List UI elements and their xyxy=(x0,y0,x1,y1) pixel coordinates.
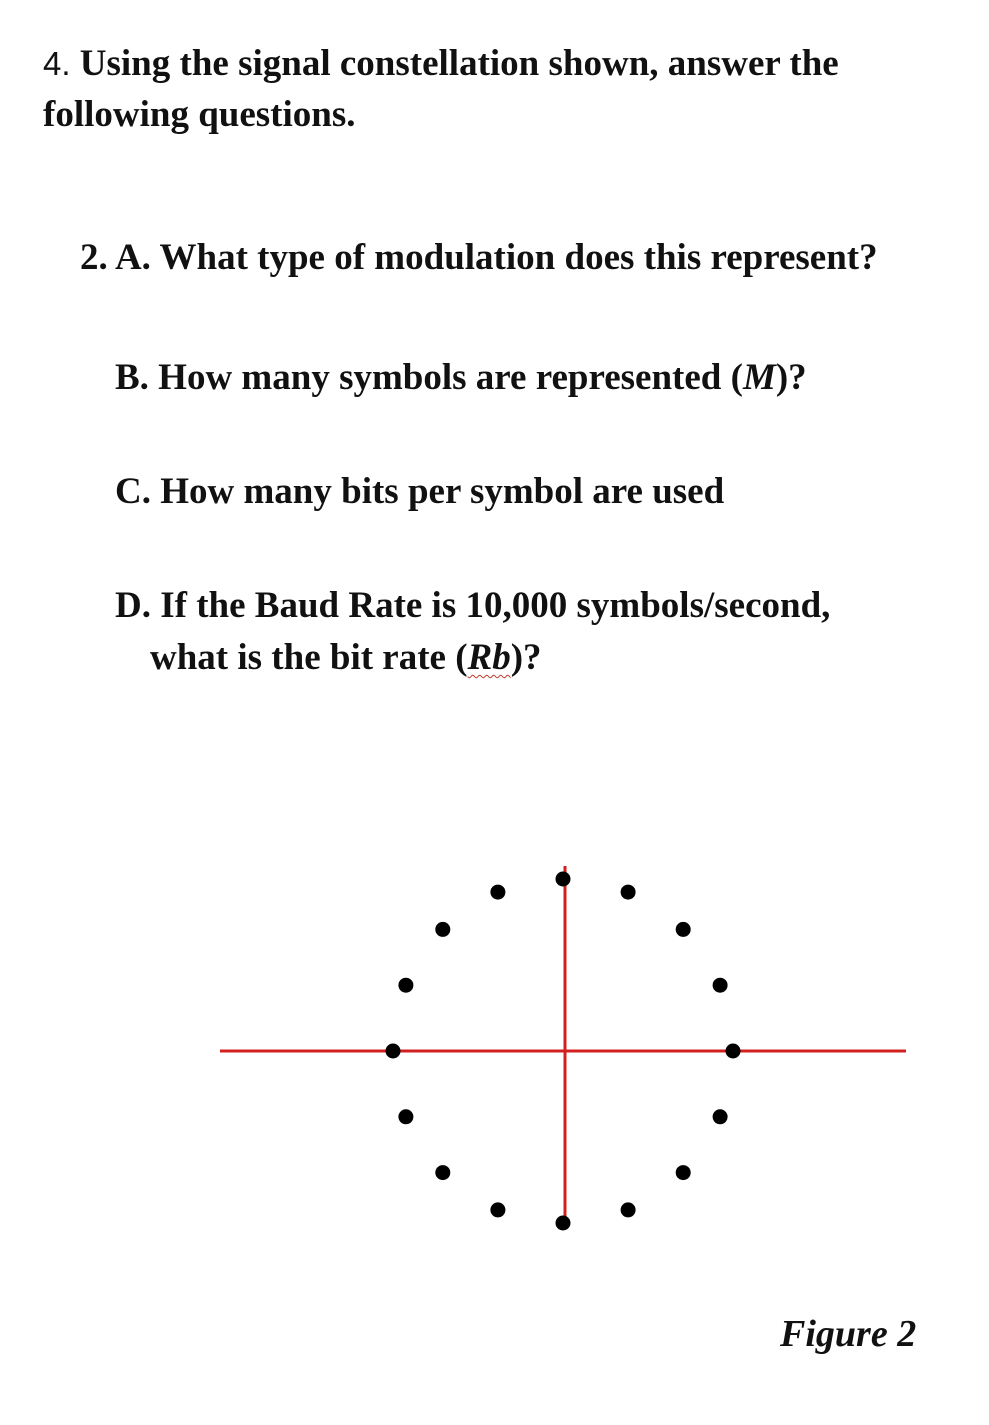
constellation-point xyxy=(398,978,413,993)
part-b-suffix: )? xyxy=(775,357,807,398)
constellation-point xyxy=(713,1109,728,1124)
part-d-prefix: what is the bit rate ( xyxy=(150,637,468,678)
part-c-question: C. How many bits per symbol are used xyxy=(115,471,725,512)
part-a-question: 2. A. What type of modulation does this represent? xyxy=(80,237,878,278)
constellation-point xyxy=(386,1044,401,1059)
part-d-variable: Rb xyxy=(467,637,511,678)
constellation-point xyxy=(435,922,450,937)
question-text: Using the signal constellation shown, answer the following questions. xyxy=(43,43,839,135)
constellation-point xyxy=(556,1216,571,1231)
constellation-point xyxy=(490,1202,505,1217)
constellation-point xyxy=(435,1165,450,1180)
constellation-point xyxy=(490,885,505,900)
constellation-point xyxy=(556,872,571,887)
constellation-point xyxy=(676,922,691,937)
constellation-point xyxy=(726,1044,741,1059)
constellation-point xyxy=(713,978,728,993)
question-number: 4. xyxy=(43,45,71,82)
figure-caption: Figure 2 xyxy=(780,1313,917,1355)
part-d-question-line1: D. If the Baud Rate is 10,000 symbols/second, xyxy=(115,585,831,626)
constellation-point xyxy=(676,1165,691,1180)
constellation-point xyxy=(398,1109,413,1124)
part-d-suffix: )? xyxy=(510,637,542,678)
constellation-point xyxy=(621,885,636,900)
part-b-prefix: B. How many symbols are represented ( xyxy=(115,357,743,398)
part-b-variable: M xyxy=(742,357,776,398)
constellation-point xyxy=(621,1202,636,1217)
